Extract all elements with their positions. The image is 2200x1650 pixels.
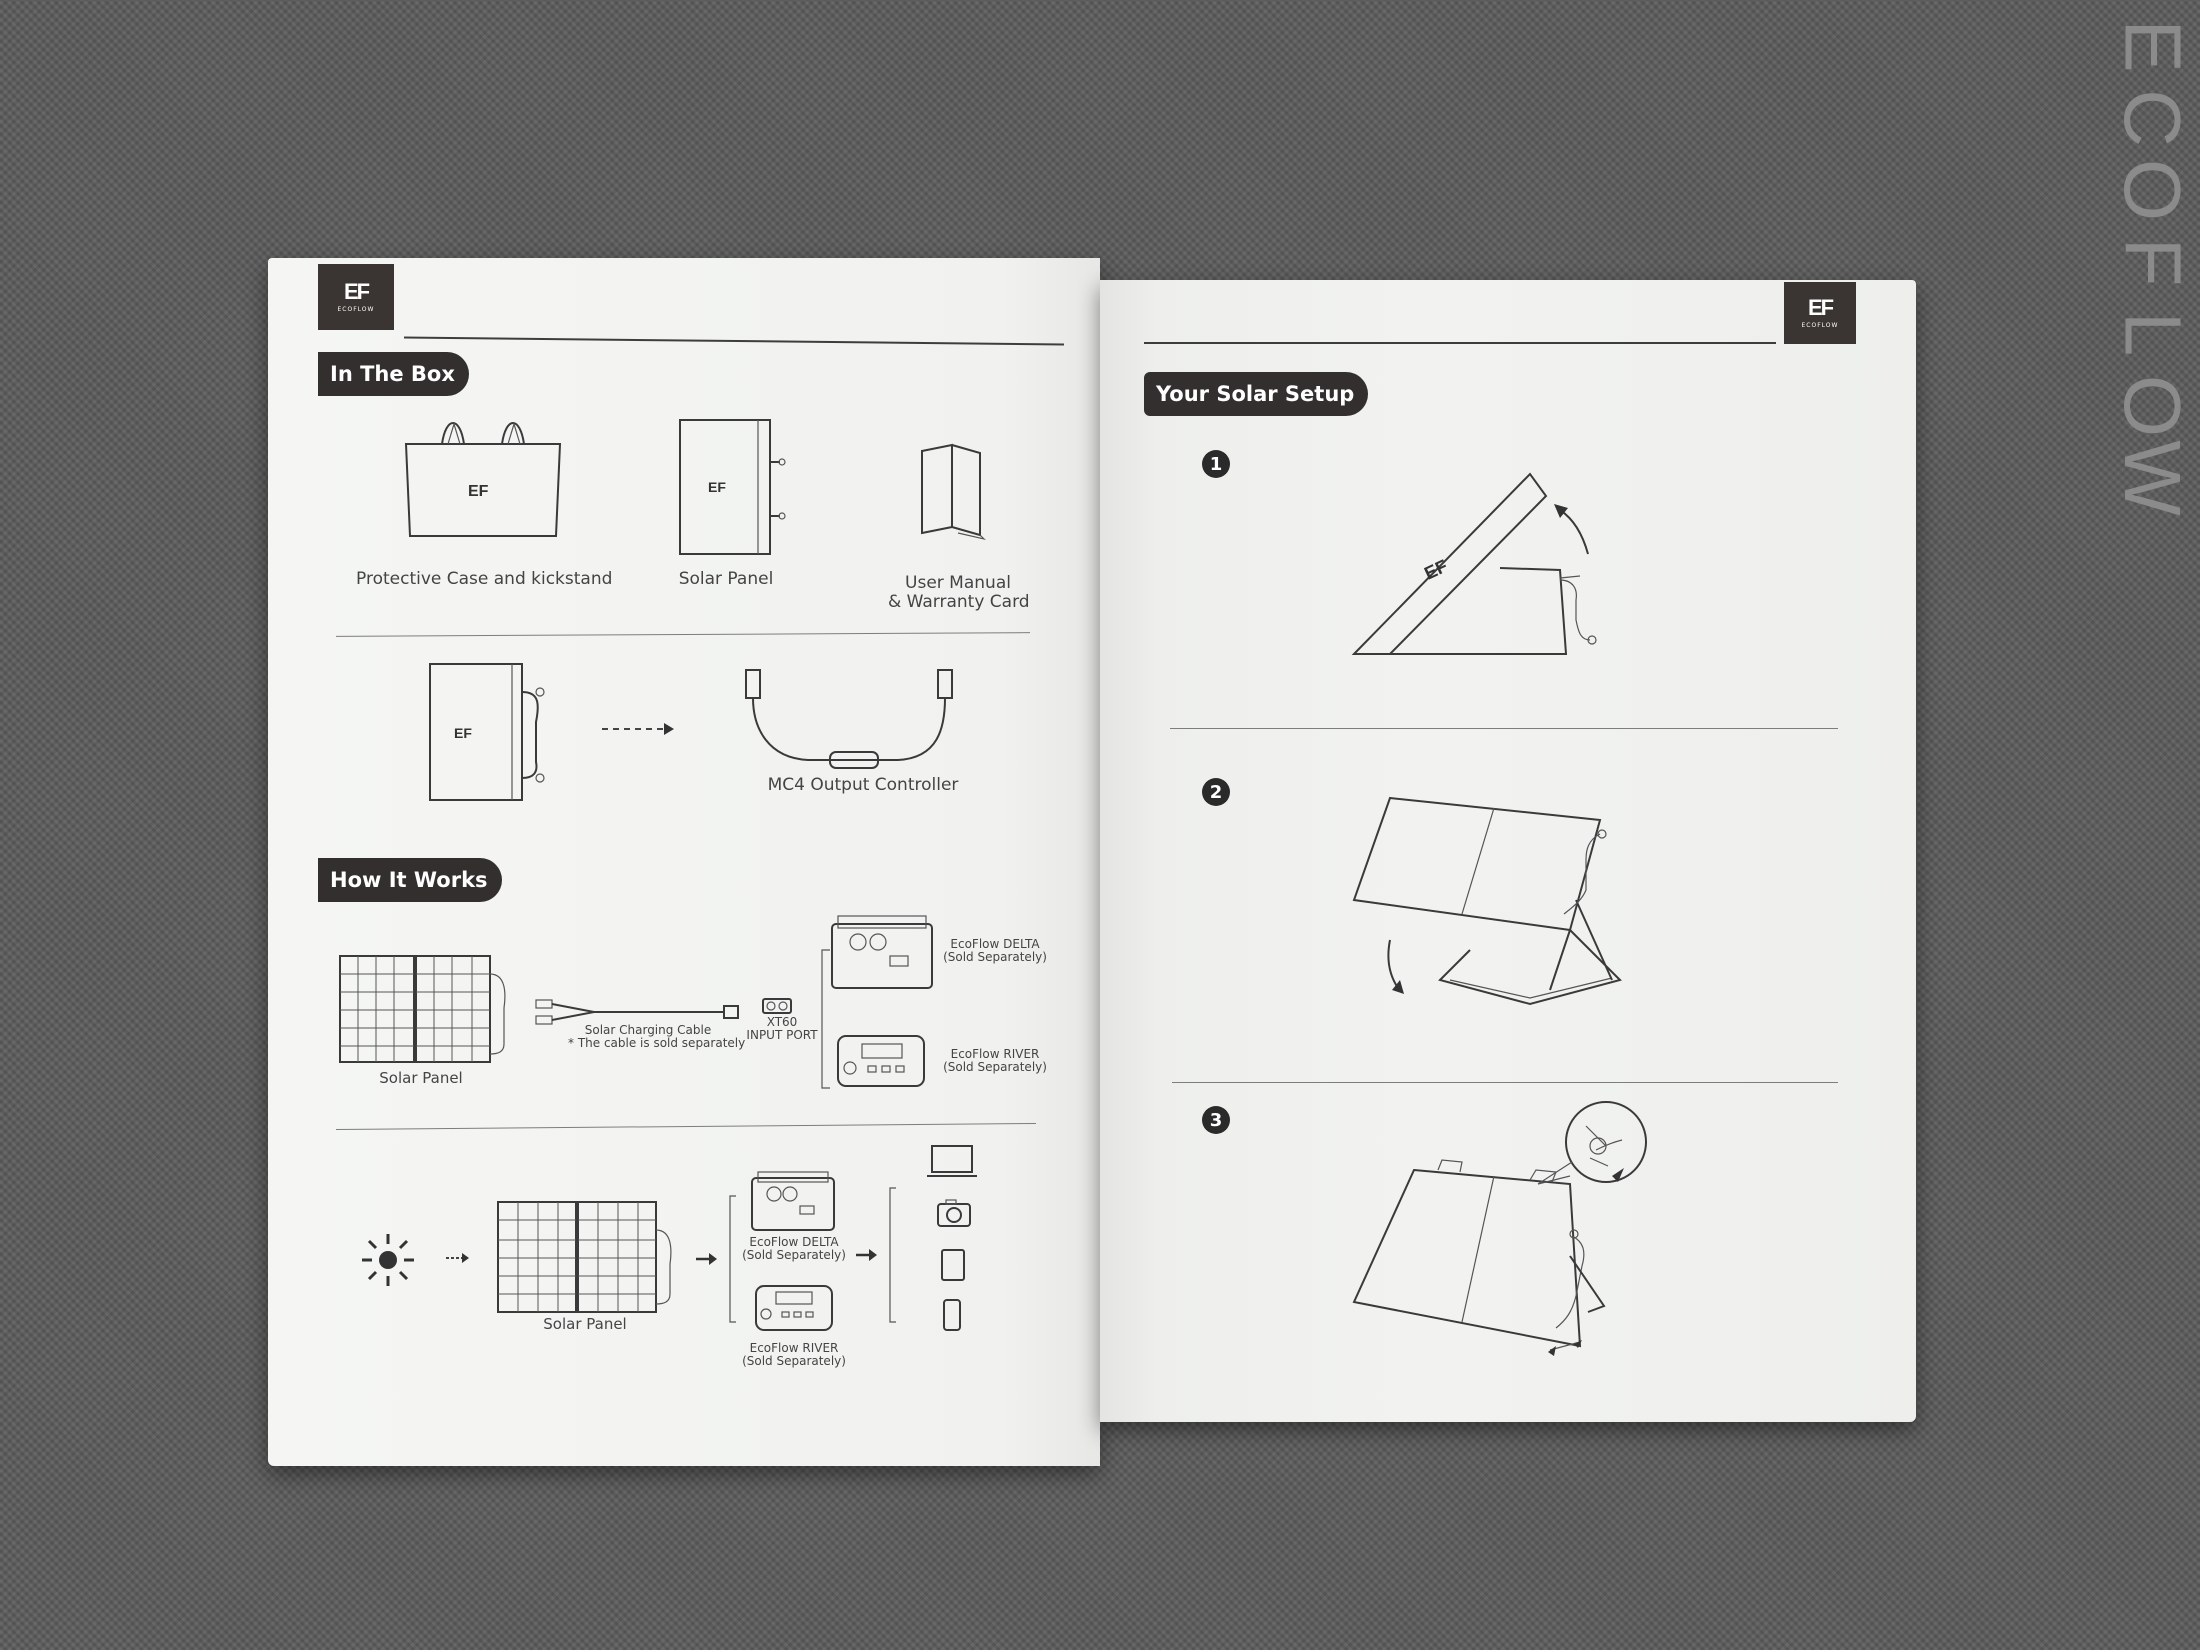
svg-text:EF: EF bbox=[708, 479, 726, 495]
xt60-port-icon bbox=[762, 998, 792, 1014]
mc4-output-controller-illustration bbox=[738, 668, 968, 778]
solar-panel-open-illustration bbox=[496, 1200, 686, 1316]
svg-text:EF: EF bbox=[454, 725, 472, 741]
how-it-works-heading: How It Works bbox=[318, 858, 502, 902]
step-3-badge: 3 bbox=[1202, 1106, 1230, 1134]
cable-label-line2: * The cable is sold separately bbox=[568, 1036, 746, 1051]
manual-right-page bbox=[1100, 280, 1916, 1422]
ecoflow-delta-illustration bbox=[748, 1170, 838, 1232]
protective-case-illustration bbox=[398, 418, 568, 568]
camera-icon bbox=[936, 1198, 972, 1228]
brand-letter: F bbox=[2108, 237, 2198, 287]
delta2-label-line1: EcoFlow DELTA bbox=[749, 1235, 839, 1249]
phone-icon bbox=[942, 1298, 962, 1332]
ecoflow-logo bbox=[1784, 282, 1856, 344]
xt60-label bbox=[742, 1016, 822, 1042]
arrow-icon bbox=[856, 1248, 878, 1262]
arrow-icon bbox=[446, 1252, 470, 1264]
step-2-badge: 2 bbox=[1202, 778, 1230, 806]
step-divider bbox=[1172, 1082, 1838, 1083]
mc4-controller-label: MC4 Output Controller bbox=[767, 775, 959, 795]
delta-label-line2: (Sold Separately) bbox=[943, 950, 1047, 965]
river2-label-line2: (Sold Separately) bbox=[742, 1354, 846, 1369]
river-label-2 bbox=[734, 1342, 854, 1368]
river-label-line1: EcoFlow RIVER bbox=[950, 1047, 1040, 1061]
background-brand-lettering bbox=[2108, 10, 2198, 516]
logo-mark: EF bbox=[343, 279, 369, 304]
solar-panel-folded-illustration bbox=[676, 418, 786, 568]
step-1-unfold-panel-illustration bbox=[1350, 470, 1650, 670]
logo-word: ECOFLOW bbox=[337, 306, 375, 313]
river2-label-line1: EcoFlow RIVER bbox=[749, 1341, 839, 1355]
sun-icon bbox=[360, 1232, 416, 1288]
bracket-icon bbox=[888, 1186, 898, 1324]
section-divider bbox=[336, 1123, 1036, 1130]
ecoflow-river-illustration bbox=[754, 1280, 834, 1332]
header-rule bbox=[404, 337, 1064, 346]
ecoflow-river-illustration bbox=[836, 1030, 926, 1088]
section-divider bbox=[336, 632, 1030, 637]
logo-mark: EF bbox=[1807, 295, 1833, 320]
brand-letter: W bbox=[2108, 440, 2198, 516]
xt60-label-line2: INPUT PORT bbox=[746, 1028, 818, 1043]
river-label-line2: (Sold Separately) bbox=[943, 1060, 1047, 1075]
brand-letter: C bbox=[2108, 89, 2198, 147]
delta2-label-line2: (Sold Separately) bbox=[742, 1248, 846, 1263]
user-manual-illustration bbox=[918, 443, 988, 543]
brand-letter: L bbox=[2108, 311, 2198, 357]
river-label bbox=[940, 1048, 1050, 1074]
tablet-icon bbox=[940, 1248, 966, 1282]
case-label: Protective Case and kickstand bbox=[356, 569, 613, 589]
step-2-kickstand-illustration bbox=[1350, 790, 1670, 1010]
ecoflow-delta-illustration bbox=[828, 914, 938, 990]
arrow-icon bbox=[696, 1252, 718, 1266]
how-solar-panel-label: Solar Panel bbox=[379, 1069, 463, 1087]
brand-letter: O bbox=[2108, 374, 2198, 438]
arrow-icon bbox=[602, 722, 676, 736]
solar-panel-open-illustration bbox=[338, 954, 518, 1066]
laptop-icon bbox=[926, 1144, 978, 1180]
in-the-box-heading: In The Box bbox=[318, 352, 469, 396]
svg-text:EF: EF bbox=[468, 483, 489, 500]
manual-label-line2: & Warranty Card bbox=[888, 592, 1030, 613]
manual-label bbox=[888, 574, 1028, 612]
brand-letter: O bbox=[2108, 158, 2198, 222]
xt60-label-line1: XT60 bbox=[766, 1015, 798, 1029]
step-1-badge: 1 bbox=[1202, 450, 1230, 478]
cable-label bbox=[568, 1023, 746, 1051]
delta-label-line1: EcoFlow DELTA bbox=[950, 937, 1040, 951]
your-solar-setup-heading: Your Solar Setup bbox=[1144, 372, 1368, 416]
how-solar-panel-label-2: Solar Panel bbox=[543, 1315, 627, 1333]
step-divider bbox=[1170, 728, 1838, 729]
manual-left-page bbox=[268, 258, 1100, 1466]
header-rule bbox=[1144, 342, 1776, 344]
solar-panel-label: Solar Panel bbox=[678, 569, 774, 589]
solar-panel-side-illustration bbox=[428, 662, 558, 804]
delta-label-2 bbox=[734, 1236, 854, 1262]
brand-letter: E bbox=[2108, 19, 2198, 73]
logo-word: ECOFLOW bbox=[1801, 322, 1839, 329]
step-3-standing-panel-illustration bbox=[1350, 1106, 1670, 1366]
ecoflow-logo bbox=[318, 264, 394, 330]
cable-label-line1: Solar Charging Cable bbox=[584, 1023, 712, 1037]
manual-label-line1: User Manual bbox=[905, 573, 1011, 593]
delta-label bbox=[940, 938, 1050, 964]
svg-text:EF: EF bbox=[1421, 555, 1451, 584]
